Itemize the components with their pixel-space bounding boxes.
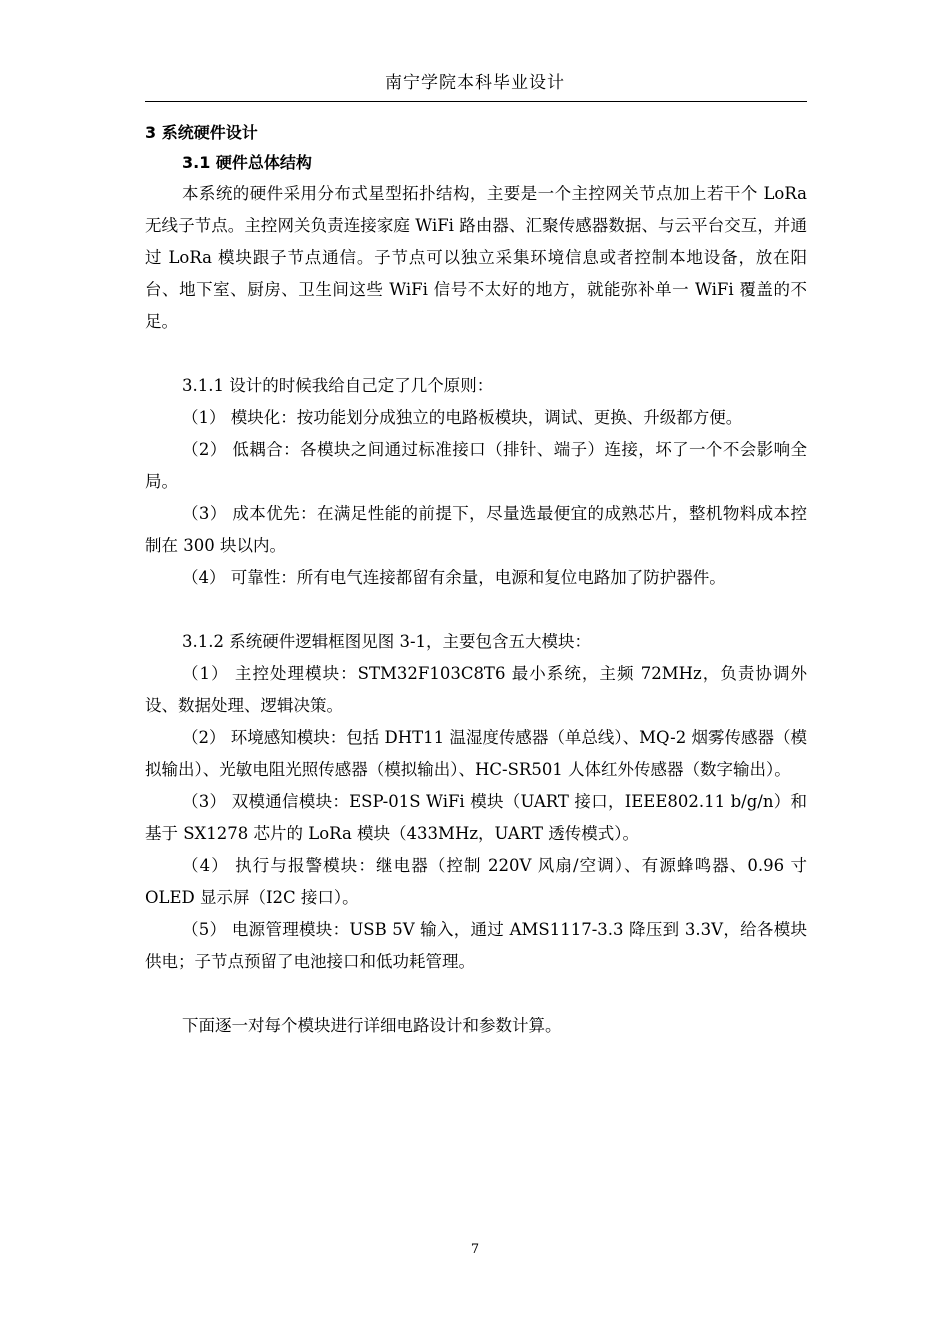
running-header: 南宁学院本科毕业设计 <box>385 73 565 93</box>
module-item: （1） 主控处理模块：STM32F103C8T6 最小系统，主频 72MHz，负责协调外设、数据处理、逻辑决策。 <box>145 664 807 715</box>
closing-paragraph: 下面逐一对每个模块进行详细电路设计和参数计算。 <box>182 1016 562 1035</box>
paragraph-gap <box>145 978 807 1010</box>
module-item: （3） 双模通信模块：ESP-01S WiFi 模块（UART 接口，IEEE802.11 b/g/n）和基于 SX1278 芯片的 LoRa 模块（433MHz，UART 透传模式）。 <box>145 792 807 843</box>
principle-item: （4） 可靠性：所有电气连接都留有余量，电源和复位电路加了防护器件。 <box>182 568 726 587</box>
header-rule <box>145 101 807 102</box>
page-number: 7 <box>470 1242 480 1257</box>
principle-item: （1） 模块化：按功能划分成独立的电路板模块，调试、更换、升级都方便。 <box>182 408 743 427</box>
module-item: （4） 执行与报警模块：继电器（控制 220V 风扇/空调）、有源蜂鸣器、0.96 寸 OLED 显示屏（I2C 接口）。 <box>145 856 807 907</box>
principle-item: （3） 成本优先：在满足性能的前提下，尽量选最便宜的成熟芯片，整机物料成本控制在 300 块以内。 <box>145 504 807 555</box>
module-item: （5） 电源管理模块：USB 5V 输入，通过 AMS1117-3.3 降压到 3.3V，给各模块供电；子节点预留了电池接口和低功耗管理。 <box>145 920 807 971</box>
modules-title: 3.1.2 系统硬件逻辑框图见图 3-1，主要包含五大模块： <box>182 632 592 651</box>
principle-item: （2） 低耦合：各模块之间通过标准接口（排针、端子）连接，坏了一个不会影响全局。 <box>145 440 807 491</box>
paragraph-gap <box>145 338 807 370</box>
intro-paragraph: 本系统的硬件采用分布式星型拓扑结构，主要是一个主控网关节点加上若干个 LoRa 无线子节点。主控网关负责连接家庭 WiFi 路由器、汇聚传感器数据、与云平台交互，并通过 LoRa 模块跟子节点通信。子节点可以独立采集环境信息或者控制本地设备，放在阳台、地下室、厨房、卫生间这些 WiFi 信号不太好的地方，就能弥补单一 WiFi 覆盖的不足。 <box>145 184 807 331</box>
page-body <box>145 118 807 1042</box>
subsection-heading: 3.1 硬件总体结构 <box>182 153 312 172</box>
module-item: （2） 环境感知模块：包括 DHT11 温湿度传感器（单总线）、MQ-2 烟雾传感器（模拟输出）、光敏电阻光照传感器（模拟输出）、HC-SR501 人体红外传感器（数字输出）。 <box>145 728 807 779</box>
paragraph-gap <box>145 594 807 626</box>
section-heading: 3 系统硬件设计 <box>145 123 258 142</box>
principles-title: 3.1.1 设计的时候我给自己定了几个原则： <box>182 376 494 395</box>
